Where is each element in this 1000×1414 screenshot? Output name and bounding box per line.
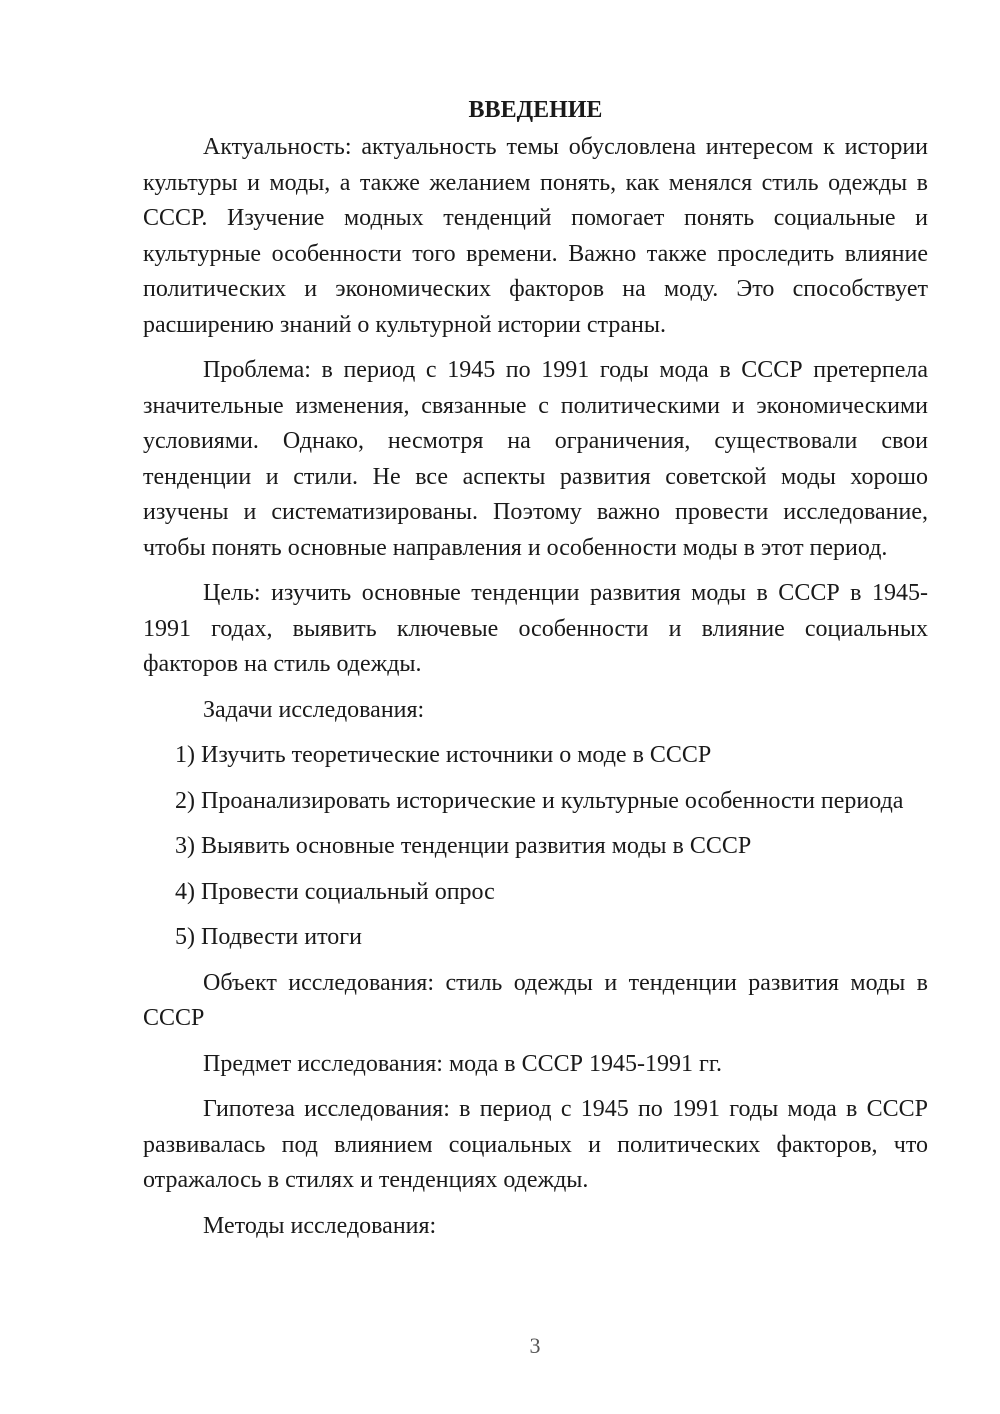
paragraph-hypothesis: Гипотеза исследования: в период с 1945 по 1991 годы мода в СССР развивалась под влиянием социальных и политических факторов, что отражалось в стилях и тенденциях одежды. — [143, 1096, 928, 1193]
task-item-4: 4) Провести социальный опрос — [175, 878, 495, 905]
paragraph-goal: Цель: изучить основные тенденции развития моды в СССР в 1945-1991 годах, выявить ключевые особенности и влияние социальных факторов на стиль одежды. — [143, 580, 928, 677]
paragraph-relevance: Актуальность: актуальность темы обусловлена интересом к истории культуры и моды, а также желанием понять, как менялся стиль одежды в СССР. Изучение модных тенденций помогает понять социальные и культурные особенности того времени. Важно также проследить влияние политических и экономических факторов на моду. Это способствует расширению знаний о культурной истории страны. — [143, 134, 928, 338]
paragraph-tasks-heading: Задачи исследования: — [203, 696, 425, 723]
document-title: ВВЕДЕНИЕ — [468, 97, 603, 123]
page-number: 3 — [529, 1333, 541, 1358]
paragraph-subject: Предмет исследования: мода в СССР 1945-1991 гг. — [203, 1050, 722, 1077]
paragraph-object: Объект исследования: стиль одежды и тенденции развития моды в СССР — [143, 969, 928, 1031]
paragraph-methods: Методы исследования: — [203, 1212, 437, 1239]
task-item-3: 3) Выявить основные тенденции развития моды в СССР — [175, 833, 752, 859]
task-item-1: 1) Изучить теоретические источники о моде в СССР — [175, 742, 712, 768]
paragraph-problem: Проблема: в период с 1945 по 1991 годы мода в СССР претерпела значительные изменения, связанные с политическими и экономическими условиями. Однако, несмотря на ограничения, существовали свои тенденции и стили. Не все аспекты развития советской моды хорошо изучены и систематизированы. Поэтому важно провести исследование, чтобы понять основные направления и особенности моды в этот период. — [143, 357, 928, 561]
task-item-5: 5) Подвести итоги — [175, 924, 362, 950]
document-page — [143, 92, 928, 1254]
task-item-2: 2) Проанализировать исторические и культурные особенности периода — [175, 787, 904, 814]
